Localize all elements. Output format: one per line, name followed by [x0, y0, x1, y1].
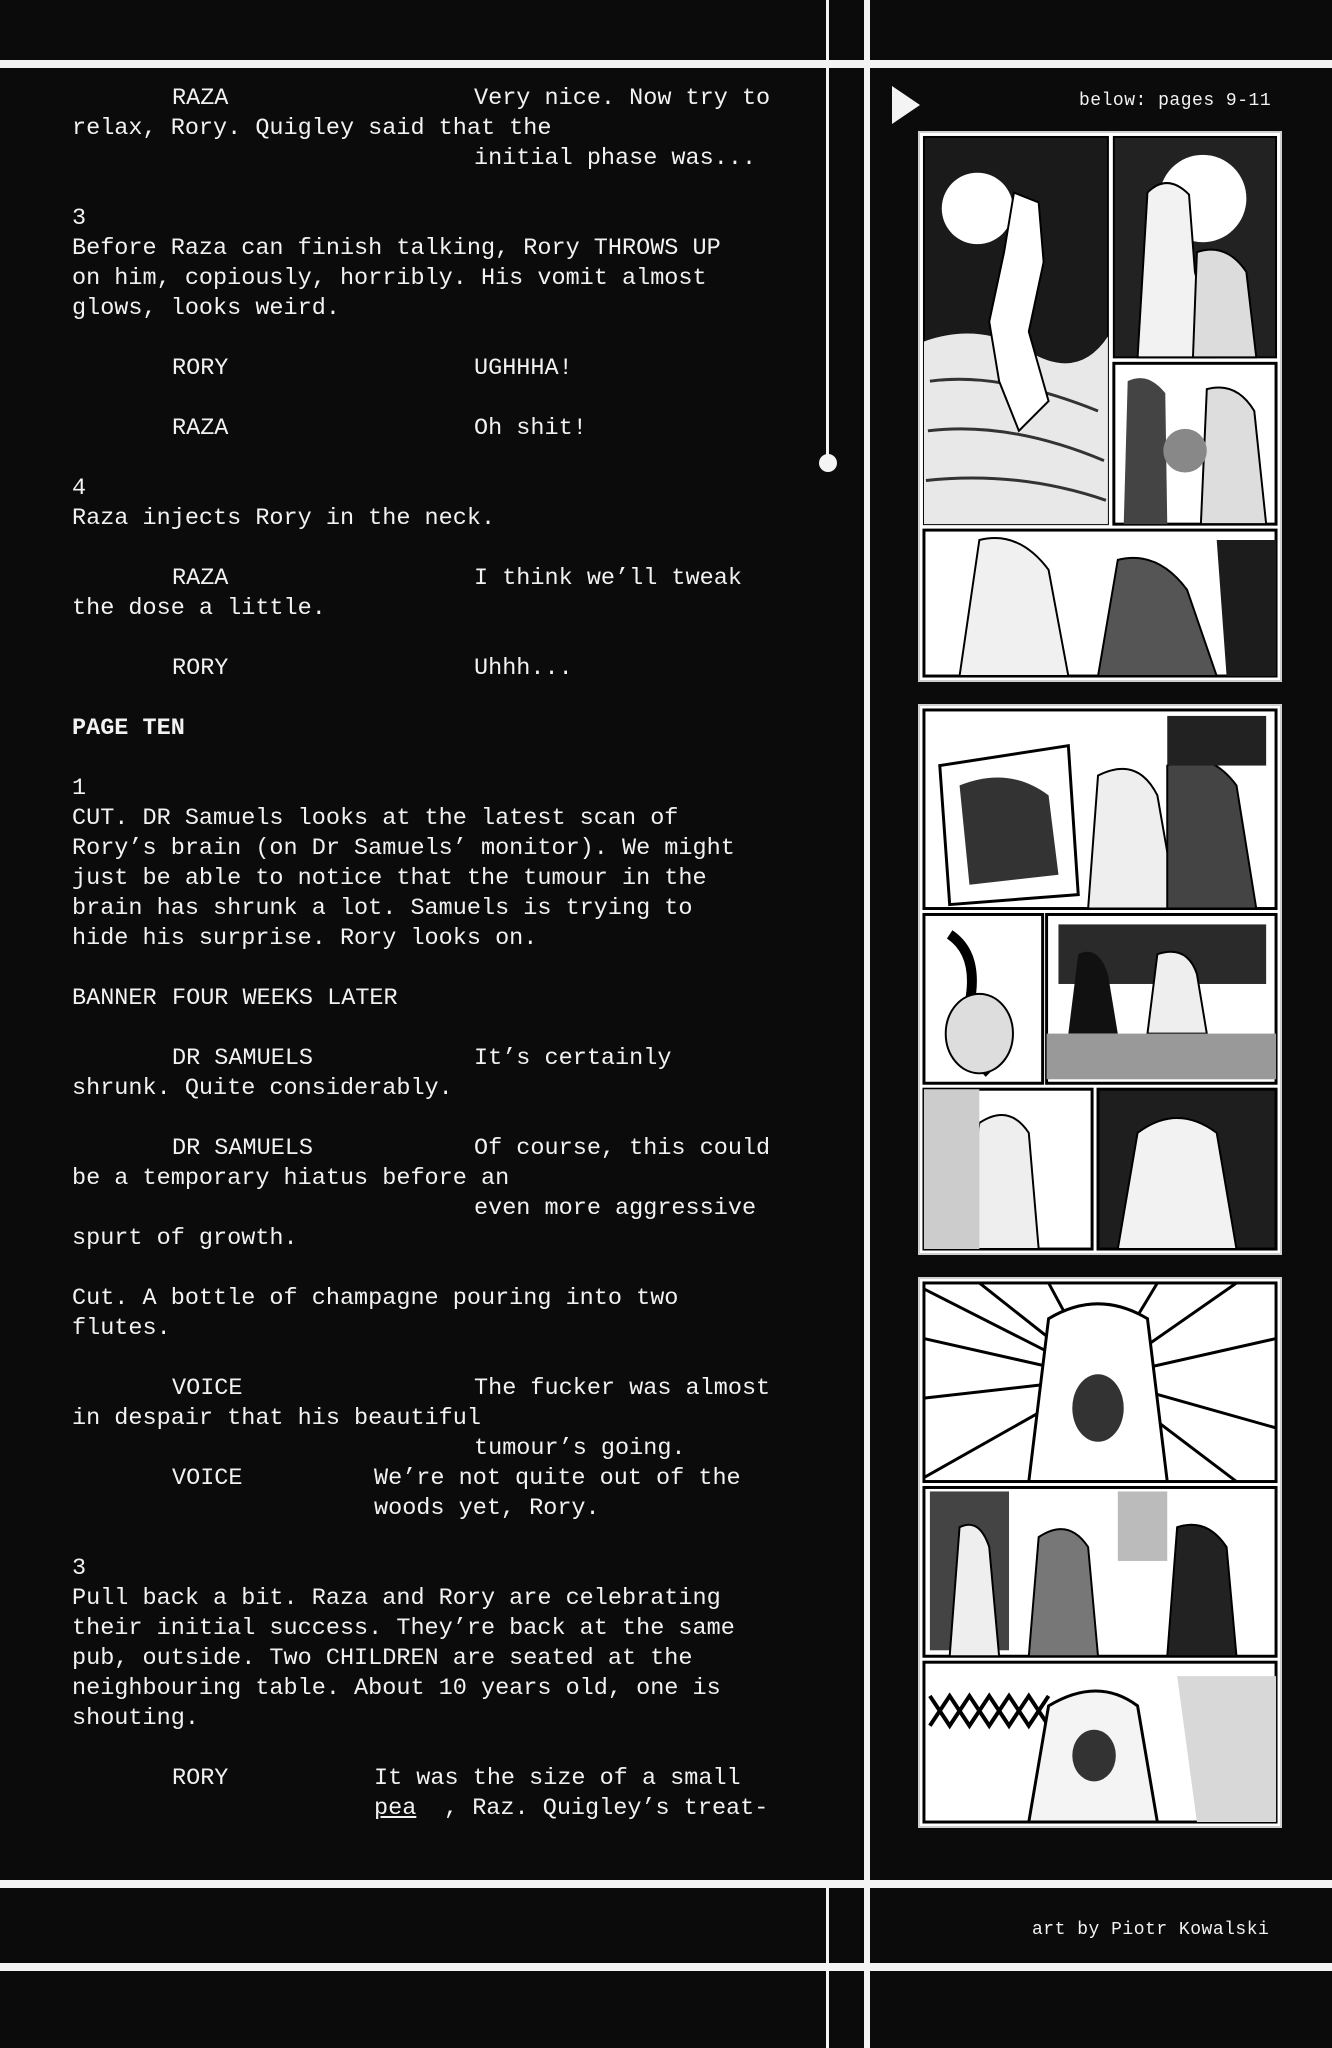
- panel-number: 3: [72, 1555, 87, 1582]
- dialogue: Uhhh...: [474, 655, 573, 682]
- footer-divider-line: [0, 1963, 1332, 1971]
- timeline-dot: [819, 454, 837, 472]
- speaker-voice: VOICE: [172, 1465, 243, 1492]
- comic-page-10-thumbnail: [918, 704, 1282, 1255]
- panel-description: glows, looks weird.: [72, 295, 340, 322]
- panel-description: Pull back a bit. Raza and Rory are celebrating: [72, 1585, 721, 1612]
- speaker-raza: RAZA: [172, 565, 229, 592]
- dialogue: the dose a little.: [72, 595, 326, 622]
- dialogue: Of course, this could: [474, 1135, 771, 1162]
- dialogue: woods yet, Rory.: [374, 1495, 600, 1522]
- dialogue: It was the size of a small: [374, 1765, 741, 1792]
- speaker-raza: RAZA: [172, 415, 229, 442]
- banner-text: FOUR WEEKS LATER: [172, 985, 398, 1012]
- page-heading: PAGE TEN: [72, 715, 185, 742]
- comic-page-9-thumbnail: [918, 131, 1282, 682]
- panel-description: shouting.: [72, 1705, 199, 1732]
- dialogue: The fucker was almost: [474, 1375, 771, 1402]
- dialogue: even more aggressive: [474, 1195, 757, 1222]
- speaker-rory: RORY: [172, 1765, 229, 1792]
- timeline-line-lower: [826, 1880, 829, 2048]
- dialogue: spurt of growth.: [72, 1225, 298, 1252]
- top-divider-line: [0, 60, 1332, 68]
- speaker-voice: VOICE: [172, 1375, 243, 1402]
- column-divider-line: [864, 0, 870, 2048]
- bottom-divider-line: [0, 1880, 1332, 1888]
- dialogue: relax, Rory. Quigley said that the: [72, 115, 552, 142]
- dialogue: be a temporary hiatus before an: [72, 1165, 510, 1192]
- dialogue: initial phase was...: [474, 145, 757, 172]
- play-icon: [892, 86, 920, 124]
- comic-page-11-thumbnail: [918, 1277, 1282, 1828]
- panel-number: 4: [72, 475, 87, 502]
- speaker-rory: RORY: [172, 655, 229, 682]
- panel-description: pub, outside. Two CHILDREN are seated at the: [72, 1645, 693, 1672]
- dialogue: shrunk. Quite considerably.: [72, 1075, 453, 1102]
- panel-description: on him, copiously, horribly. His vomit almost: [72, 265, 707, 292]
- speaker-rory: RORY: [172, 355, 229, 382]
- panel-description: Rory’s brain (on Dr Samuels’ monitor). We might: [72, 835, 735, 862]
- panel-description: hide his surprise. Rory looks on.: [72, 925, 538, 952]
- speaker-raza: RAZA: [172, 85, 229, 112]
- dialogue: It’s certainly: [474, 1045, 672, 1072]
- panel-description: Before Raza can finish talking, Rory THROWS UP: [72, 235, 721, 262]
- panel-description: their initial success. They’re back at the same: [72, 1615, 735, 1642]
- panel-number: 1: [72, 775, 87, 802]
- panel-description: CUT. DR Samuels looks at the latest scan of: [72, 805, 679, 832]
- dialogue: UGHHHA!: [474, 355, 573, 382]
- dialogue: Oh shit!: [474, 415, 587, 442]
- timeline-line: [826, 0, 829, 462]
- speaker-dr-samuels: DR SAMUELS: [172, 1135, 314, 1162]
- dialogue: I think we’ll tweak: [474, 565, 742, 592]
- panel-description: just be able to notice that the tumour in the: [72, 865, 707, 892]
- dialogue-underlined-word: pea: [374, 1795, 417, 1822]
- artist-credit: art by Piotr Kowalski: [1032, 1920, 1270, 1940]
- dialogue: in despair that his beautiful: [72, 1405, 481, 1432]
- banner-label: BANNER: [72, 985, 157, 1012]
- panel-description: Cut. A bottle of champagne pouring into two: [72, 1285, 679, 1312]
- speaker-dr-samuels: DR SAMUELS: [172, 1045, 314, 1072]
- panel-description: brain has shrunk a lot. Samuels is trying to: [72, 895, 693, 922]
- dialogue: tumour’s going.: [474, 1435, 686, 1462]
- panel-description: Raza injects Rory in the neck.: [72, 505, 496, 532]
- panel-number: 3: [72, 205, 87, 232]
- pages-caption: below: pages 9-11: [1079, 91, 1272, 111]
- dialogue: We’re not quite out of the: [374, 1465, 741, 1492]
- dialogue: Very nice. Now try to: [474, 85, 771, 112]
- panel-description: flutes.: [72, 1315, 171, 1342]
- dialogue: , Raz. Quigley’s treat-: [444, 1795, 769, 1822]
- panel-description: neighbouring table. About 10 years old, one is: [72, 1675, 721, 1702]
